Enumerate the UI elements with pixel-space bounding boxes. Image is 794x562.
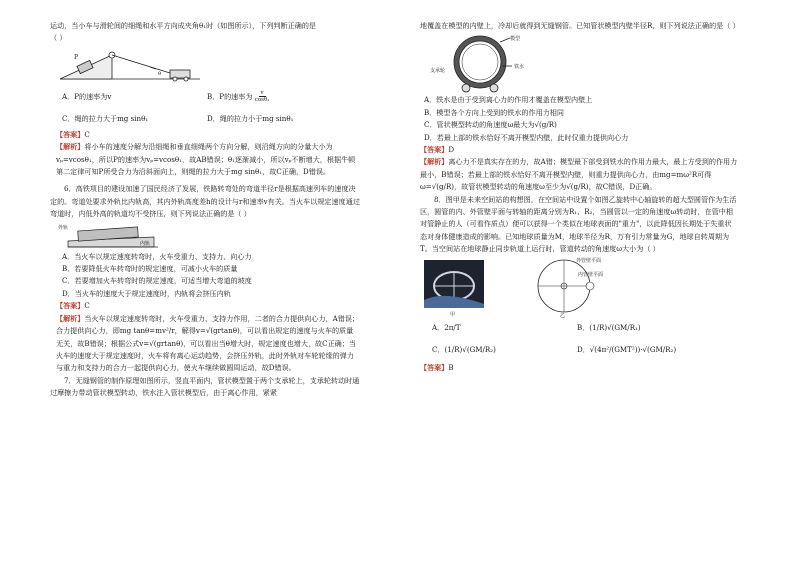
- q6-stem: 6．高铁项目的建设加速了国民经济了发展，铁路转弯处的弯道半径r是根据高速列车的速度决定的。弯道处要求外轨比内轨高，其内外轨高度差h的设计与r和速率v有关。当火车以规定速度通过弯道时，内低外高的轨道均不受挤压，则下列说法正确的是（ ）: [50, 184, 360, 219]
- answer-tag: 【答案】: [420, 362, 449, 372]
- q5-option-c[interactable]: C．绳的拉力大于mg sinθ₁: [62, 113, 149, 123]
- q7-label-roller: 支承轮: [430, 68, 446, 75]
- q8-figures: [420, 256, 738, 318]
- q7-answer: [420, 144, 738, 156]
- q8-option-a[interactable]: A．2π/T: [432, 323, 461, 333]
- q8-option-b[interactable]: B．(1/R)√(GM/R₁): [577, 323, 641, 333]
- q6-option-d[interactable]: D．当火车的速度大于规定速度时，内轨将会挤压内轨: [62, 288, 231, 298]
- q5-analysis-text: 将小车的速度分解为沿细绳和垂直细绳两个方向分解，则沿绳方向的分量大小为vₚ=vcosθ₁，所以P的速率为vₚ=vcosθ₁，故AB错误；θ₁逐渐减小，所以vₚ不断增大，根据牛顿第二定律可知P所受合力为沿斜面向上，则绳的拉力大于mg sinθ₁，故C正确，D错误。: [56, 142, 356, 177]
- q5-options-row-2: [50, 109, 360, 129]
- q6-option-a[interactable]: A．当火车以规定速度转弯时，火车受重力、支持力、向心力: [62, 251, 252, 261]
- q6-answer: [50, 300, 360, 312]
- answer-tag: 【答案】: [56, 301, 85, 311]
- answer-tag: 【答案】: [56, 129, 85, 139]
- q6-option-c[interactable]: C．若要增加火车转弯时的规定速度，可适当增大弯道的坡度: [62, 276, 252, 286]
- q5-fig-theta: θ: [158, 70, 162, 77]
- q6-option-b[interactable]: B．若要降低火车转弯时的规定速度，可减小火车的质量: [62, 264, 238, 274]
- answer-tag: 【答案】: [420, 145, 449, 155]
- analysis-tag: 【解析】: [56, 142, 85, 152]
- q6-label-inner: 内轨: [140, 240, 151, 247]
- q8-stem: 8．图甲是未来空间站的构想图，在空间站中设置个如图乙旋转中心轴旋转的超大型圆管作为生活区，圆管的内、外管壁平面与转轴的距离分别为R₁、R₂，当圆管以一定的角速度ω转动时，在管中相对管静止的人（可看作质点）便可以获得一个类似在地球表面的"重力"，以此降低因长期处于失重状态对身体健康造成的影响。已知地球质量为M，地球半径为R，万有引力常量为G，地球自转周期为T。当空间站在地球静止同步轨道上运行时，管道转动的角速度ω大小为（ ）: [420, 194, 737, 254]
- q8-answer-value: B: [448, 362, 454, 372]
- q8-figure-yi: [514, 256, 624, 318]
- q5-option-b[interactable]: [207, 90, 269, 103]
- q5-option-b-fraction: [255, 90, 270, 103]
- q7-option-c[interactable]: C．管状模型转动的角速度ω最大为√(g/R): [424, 120, 557, 130]
- q6-label-outer: 外轨: [58, 224, 69, 231]
- q7-analysis: [420, 156, 738, 193]
- tube-model-diagram: [454, 36, 512, 92]
- q7-option-a[interactable]: A．铁水是由于受到离心力的作用才覆盖在模型内壁上: [424, 95, 593, 105]
- analysis-tag: 【解析】: [56, 313, 85, 323]
- q6-figure: [58, 221, 168, 251]
- q5-answer-value: C: [84, 129, 90, 139]
- left-column: [50, 20, 360, 400]
- q5-answer: [50, 129, 360, 141]
- q8-label-outer: 外管壁平面: [576, 257, 602, 264]
- q5-analysis: [50, 141, 360, 178]
- q6-analysis-text: 当火车以规定速度转弯时，火车受重力、支持力作用，二者的合力提供向心力，A错误；合力提供向心力，即mg tanθ=mv²/r，解得v=√(grtanθ)，可以看出规定的速度与火车的质量无关，故B错误；根据公式v=√(grtanθ)，可以看出当θ增大时，规定速度也增大，故C正确；当火车的速度大于规定速度时，火车将有离心运动趋势，会挤压外轨，此时外轨对车轮轮缘的弹力与重力和支持力的合力一起提供向心力，使火车继续做圆周运动，故D错误。: [56, 313, 360, 373]
- incline-diagram: [60, 52, 200, 81]
- q7-figure: [430, 32, 540, 94]
- q5-option-d[interactable]: D．绳的拉力小于mg sinθ₁: [207, 113, 294, 123]
- q6-analysis: [50, 313, 360, 375]
- q5-options-row-1: [50, 85, 360, 109]
- q5-fig-label-p: P: [74, 53, 79, 61]
- fraction-den: cosθ₁: [254, 97, 270, 104]
- q7-analysis-text: 离心力不是真实存在的力，故A错；模型最下部受到铁水的作用力最大，最上方受到的作用力最小，B错误；若最上部的铁水恰好不离开模型内壁，则重力提供向心力，由mg=mω²R可得ω=√(g/R)，故管状模型转动的角速度ω至少为√(g/R)，故C错误，D正确。: [420, 157, 738, 192]
- q6-answer-value: C: [84, 301, 90, 311]
- q8-figure-jia: [424, 260, 484, 318]
- q8-label-inner: 内管壁平面: [578, 271, 604, 278]
- q8-answer: [420, 362, 738, 374]
- q7-option-b[interactable]: B．模型各个方向上受到的铁水的作用力相同: [424, 107, 564, 117]
- q7-answer-value: D: [448, 145, 455, 155]
- q8-option-d[interactable]: D．√(4π²/(GMT²))·√(GM/R₂): [577, 345, 677, 355]
- q8-options-row-1: [420, 318, 738, 340]
- right-column: [420, 20, 738, 374]
- analysis-tag: 【解析】: [420, 157, 449, 167]
- q7-stem: 7．无缝钢管的制作原理如图所示，竖直平面内，管状模型置于两个支承轮上，支承轮转动时通过摩擦力带动管状模型转动，铁水注入管状模型后，由于离心作用，紧紧: [50, 375, 360, 398]
- q8-option-c[interactable]: C．(1/R)√(GM/R₂): [432, 345, 496, 355]
- q8-label-yi: 乙: [560, 312, 566, 318]
- q5-figure: [50, 45, 210, 85]
- q7-option-d[interactable]: D．若最上部的铁水恰好不离开模型内壁，此时仅重力提供向心力: [424, 132, 629, 142]
- q5-option-b-text: B．P的速率为: [207, 91, 253, 101]
- q7-cont: 地覆盖在模型的内壁上，冷却后就得到无缝钢管。已知管状模型内壁半径R，则下列说法正确的是（ ）: [420, 21, 740, 30]
- q8-options-row-2: [420, 340, 738, 362]
- q5-blank: （ ）: [50, 33, 67, 43]
- q5-option-a[interactable]: A．P的速率为v: [62, 91, 112, 101]
- q7-label-iron: 铁水: [514, 64, 525, 71]
- fraction-num: v: [260, 90, 264, 97]
- q8-label-jia: 甲: [450, 311, 456, 318]
- q5-intro: 运动，当小车与滑轮间的细绳和水平方向成夹角θ₁时（如图所示），下列判断正确的是: [50, 21, 317, 30]
- q7-label-model: 模型: [510, 36, 521, 43]
